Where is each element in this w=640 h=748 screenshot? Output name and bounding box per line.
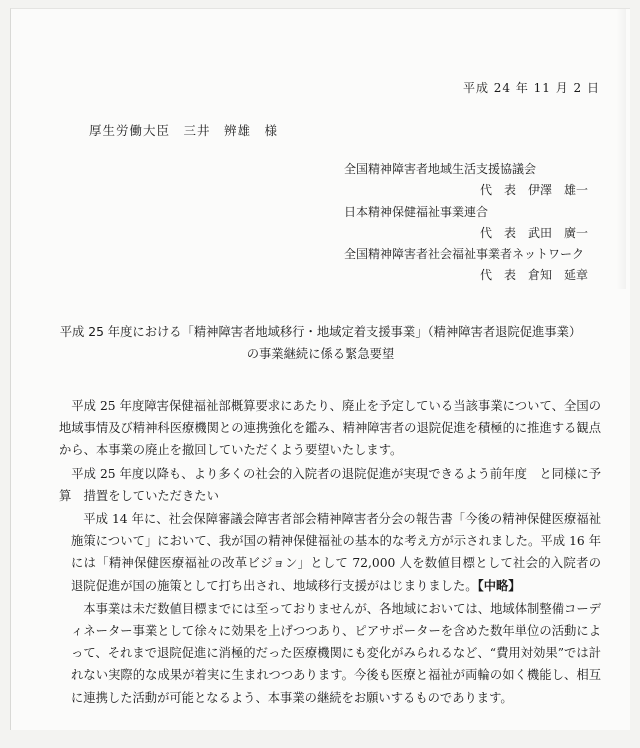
sender-representative: 代 表 伊澤 雄一 [479, 183, 588, 198]
sender-representative: 代 表 倉知 延章 [479, 268, 588, 283]
letter-body [59, 395, 601, 710]
sender-org: 全国精神障害者地域生活支援協議会 [344, 162, 537, 176]
sender-representative: 代 表 武田 廣一 [479, 225, 588, 240]
body-paragraph [59, 508, 601, 597]
body-paragraph: 平成 25 年度障害保健福祉部概算要求にあたり、廃止を予定している当該事業について、全国の地域事情及び精神科医療機関との連携強化を鑑み、精神障害者の退院促進を積極的に推進する観点から、本事業の廃止を撤回していただくよう要望いたします。 [59, 399, 601, 458]
body-paragraph: 平成 25 年度以降も、より多くの社会的入院者の退院促進が実現できるよう前年度 と同様に予算 措置をしていただきたい [59, 466, 601, 503]
sender-org: 全国精神障害者社会福祉事業者ネットワーク [344, 247, 585, 262]
document-title [11, 321, 630, 365]
sender-org: 日本精神保健福祉事業連合 [344, 204, 489, 219]
title-line-2: の事業継続に係る緊急要望 [246, 347, 395, 361]
paragraph-text: 平成 14 年に、社会保障審議会障害者部会精神障害者分会の報告書「今後の精神保健医療福祉施策について」において、我が国の精神保健福祉の基本的な考え方が示されました。平成 16 年には「精神保健医療福祉の改革ビジョン」として 72,000 人を数値目標として社会的入院者の退院促進が国の施策として打ち出され、地域移行支援がはじまりました。 [71, 512, 601, 593]
scan-shadow [616, 9, 626, 289]
title-line-1: 平成 25 年度における「精神障害者地域移行・地域定着支援事業」（精神障害者退院促進事業） [59, 325, 582, 339]
letter-date: 平成 24 年 11 月 2 日 [462, 81, 600, 95]
omitted-mark: 【中略】 [477, 577, 521, 593]
letter-page [10, 8, 630, 730]
sender-block [344, 159, 594, 287]
body-paragraph: 本事業は未だ数値目標までには至っておりませんが、各地域においては、地域体制整備コーディネーター事業として徐々に効果を上げつつあり、ピアサポーターを含めた数年単位の活動によって、それまで退院促進に消極的だった医療機関にも変化がみられるなど、“費用対効果”では計れない実際的な成果が着実に生まれつつあります。今後も医療と福祉が両輪の如く機能し、相互に連携した活動が可能となるよう、本事業の継続をお願いするものであります。 [71, 601, 601, 705]
addressee: 厚生労働大臣 三井 辨雄 様 [89, 123, 279, 138]
